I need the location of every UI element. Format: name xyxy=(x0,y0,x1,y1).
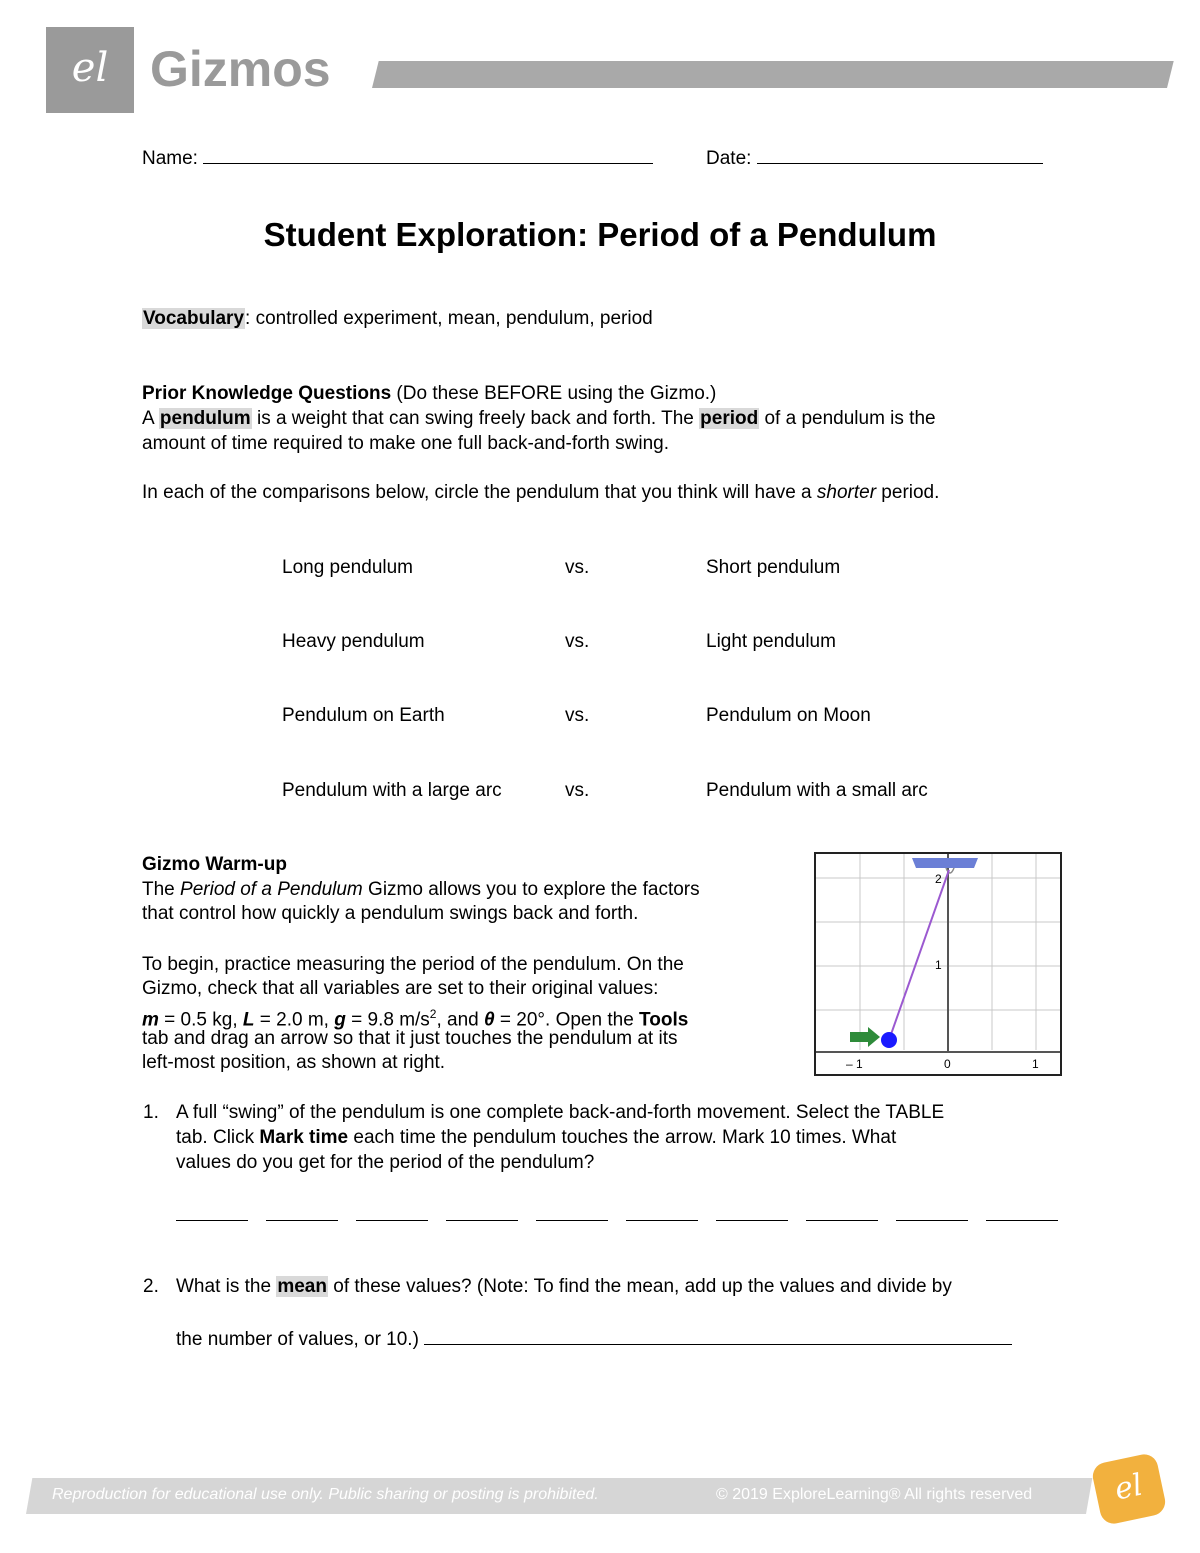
x-tick-label: – 1 xyxy=(846,1057,863,1071)
brand-name: Gizmos xyxy=(150,41,331,97)
comparison-left[interactable]: Pendulum with a large arc xyxy=(282,780,502,801)
term-period: period xyxy=(700,408,759,429)
answer-blank[interactable] xyxy=(266,1220,338,1221)
warmup-p1-line2: that control how quickly a pendulum swings back and forth. xyxy=(142,903,639,924)
comparison-right[interactable]: Short pendulum xyxy=(706,557,841,578)
explorelearning-logo xyxy=(1090,1452,1167,1526)
page-title: Student Exploration: Period of a Pendulum xyxy=(263,216,937,253)
warmup-heading: Gizmo Warm-up xyxy=(142,854,287,875)
answer-blank[interactable] xyxy=(446,1220,518,1221)
logo-glyph: el xyxy=(71,45,109,91)
answer-blank[interactable] xyxy=(176,1220,248,1221)
q1-number: 1. xyxy=(143,1102,159,1123)
answer-blank[interactable] xyxy=(356,1220,428,1221)
q1-line2 xyxy=(176,1126,896,1150)
gizmo-name: Period of a Pendulum xyxy=(180,879,363,900)
text-span: Gizmo allows you to explore the factors xyxy=(362,879,700,900)
name-field-row xyxy=(142,143,653,171)
text-span: , and xyxy=(436,1009,485,1031)
comparison-right[interactable]: Light pendulum xyxy=(706,631,836,652)
name-blank[interactable] xyxy=(203,143,653,164)
date-field-row xyxy=(706,143,1043,171)
pendulum-figure xyxy=(814,852,1062,1076)
text-span: = 2.0 m, xyxy=(254,1009,335,1031)
symbol-m: m xyxy=(142,1009,159,1031)
name-label: Name: xyxy=(142,148,198,169)
pendulum-string xyxy=(889,870,949,1040)
vocabulary-terms: controlled experiment, mean, pendulum, period xyxy=(250,308,653,329)
text-span: period. xyxy=(876,482,940,503)
prior-note: (Do these BEFORE using the Gizmo.) xyxy=(391,383,717,404)
vocabulary-label: Vocabulary xyxy=(143,308,245,329)
y-tick-label: 2 xyxy=(935,872,942,886)
date-blank[interactable] xyxy=(757,143,1043,164)
emphasis-shorter: shorter xyxy=(816,482,877,503)
answer-blank[interactable] xyxy=(626,1220,698,1221)
prior-heading-line xyxy=(142,382,716,406)
term-mean: mean xyxy=(277,1276,327,1297)
date-label: Date: xyxy=(706,148,752,169)
pendulum-bob[interactable] xyxy=(881,1032,897,1048)
text-span: What is the xyxy=(176,1276,277,1297)
text-span: of these values? (Note: To find the mean, add up the values and divide by xyxy=(327,1276,952,1297)
warmup-p1-line1 xyxy=(142,878,700,902)
warmup-p2-line4: tab and drag an arrow so that it just touches the pendulum at its xyxy=(142,1028,678,1049)
warmup-p2-line2: Gizmo, check that all variables are set to their original values: xyxy=(142,978,659,999)
answer-blank[interactable] xyxy=(806,1220,878,1221)
warmup-p2-line1: To begin, practice measuring the period of the pendulum. On the xyxy=(142,954,684,975)
text-span: the number of values, or 10.) xyxy=(176,1329,419,1350)
text-span: A xyxy=(142,408,159,429)
footer-copyright: © 2019 ExploreLearning® All rights reserved xyxy=(716,1486,1033,1503)
comparison-right[interactable]: Pendulum with a small arc xyxy=(706,780,928,801)
q1-line3: values do you get for the period of the pendulum? xyxy=(176,1152,595,1173)
text-span: In each of the comparisons below, circle the pendulum that you think will have a xyxy=(142,482,817,503)
text-span: each time the pendulum touches the arrow. Mark 10 times. What xyxy=(348,1127,897,1148)
gizmos-logo xyxy=(46,27,134,113)
footer-disclaimer: Reproduction for educational use only. Public sharing or posting is prohibited. xyxy=(52,1486,599,1503)
comparison-vs: vs. xyxy=(565,631,590,652)
x-tick-label: 1 xyxy=(1032,1057,1039,1071)
answer-blank[interactable] xyxy=(536,1220,608,1221)
text-span: tab. Click xyxy=(176,1127,260,1148)
symbol-L: L xyxy=(242,1009,255,1031)
marker-arrow-icon[interactable] xyxy=(850,1027,880,1047)
prior-line-2: amount of time required to make one full back-and-forth swing. xyxy=(142,433,669,454)
comparison-vs: vs. xyxy=(565,557,590,578)
superscript-2: 2 xyxy=(429,1007,437,1021)
q2-line2 xyxy=(176,1324,1012,1352)
symbol-theta: θ xyxy=(484,1009,495,1031)
text-span: = 20°. Open the xyxy=(494,1009,640,1031)
header-bar xyxy=(372,61,1174,88)
warmup-p2-line5: left-most position, as shown at right. xyxy=(142,1052,446,1073)
text-span: = 0.5 kg, xyxy=(158,1009,243,1031)
pivot-mount xyxy=(912,858,978,868)
text-span: is a weight that can swing freely back and forth. The xyxy=(251,408,700,429)
prior-instruction xyxy=(142,481,939,505)
answer-blank[interactable] xyxy=(716,1220,788,1221)
tools-tab-ref: Tools xyxy=(639,1009,689,1031)
vocabulary-colon: : xyxy=(245,308,251,329)
vocabulary-line xyxy=(142,307,653,331)
mean-answer-blank[interactable] xyxy=(424,1324,1012,1345)
comparison-left[interactable]: Heavy pendulum xyxy=(282,631,425,652)
symbol-g: g xyxy=(334,1009,346,1031)
answer-blank[interactable] xyxy=(986,1220,1058,1221)
prior-line-1 xyxy=(142,407,936,431)
logo-glyph: el xyxy=(1111,1467,1146,1508)
q2-line1 xyxy=(176,1275,952,1299)
prior-heading: Prior Knowledge Questions xyxy=(142,383,392,404)
text-span: of a pendulum is the xyxy=(759,408,936,429)
text-span: = 9.8 m/s xyxy=(345,1009,430,1031)
comparison-vs: vs. xyxy=(565,780,590,801)
comparison-vs: vs. xyxy=(565,705,590,726)
comparison-left[interactable]: Long pendulum xyxy=(282,557,413,578)
x-tick-label: 0 xyxy=(944,1057,951,1071)
answer-blank[interactable] xyxy=(896,1220,968,1221)
term-pendulum: pendulum xyxy=(159,408,251,429)
q1-line1: A full “swing” of the pendulum is one complete back-and-forth movement. Select the TABLE xyxy=(176,1102,945,1123)
pendulum-diagram xyxy=(816,854,1060,1074)
text-span: The xyxy=(142,879,181,900)
y-tick-label: 1 xyxy=(935,958,942,972)
mark-time-ref: Mark time xyxy=(259,1127,349,1148)
comparison-left[interactable]: Pendulum on Earth xyxy=(282,705,445,726)
q2-number: 2. xyxy=(143,1276,159,1297)
comparison-right[interactable]: Pendulum on Moon xyxy=(706,705,871,726)
